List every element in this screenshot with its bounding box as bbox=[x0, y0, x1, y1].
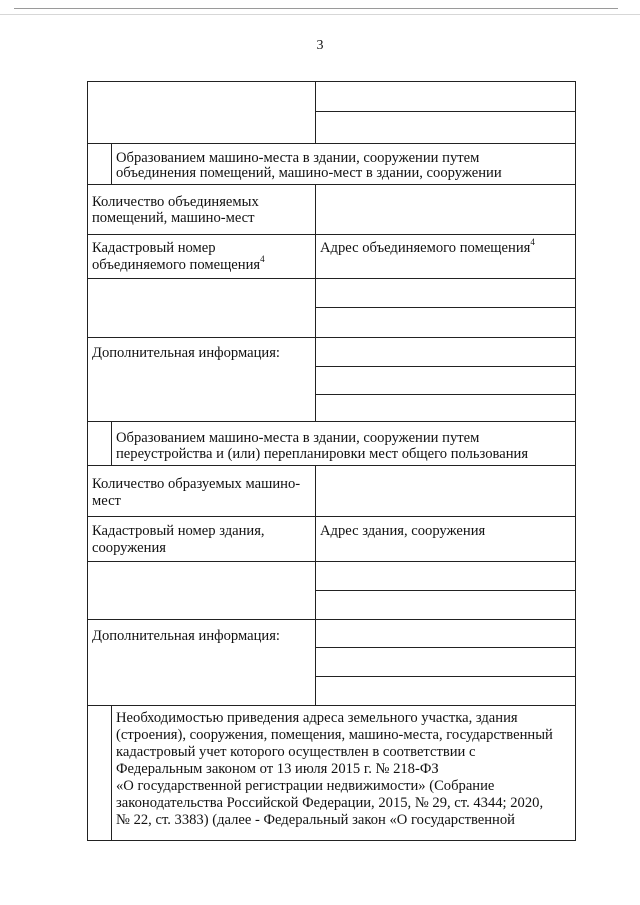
checkbox-column-line bbox=[111, 143, 112, 184]
row-line bbox=[315, 394, 576, 395]
section-d-line: Федеральным законом от 13 июля 2015 г. № 218-ФЗ bbox=[116, 761, 439, 777]
row-line bbox=[87, 421, 576, 422]
formed-count-label-line2: мест bbox=[92, 493, 121, 509]
section-d-line: Необходимостью приведения адреса земельного участка, здания bbox=[116, 710, 518, 726]
section-c-title-line2: переустройства и (или) перепланировки мест общего пользования bbox=[116, 446, 529, 462]
row-line bbox=[87, 337, 576, 338]
page-number: 3 bbox=[316, 38, 324, 53]
section-d-line: (строения), сооружения, помещения, машино-места, государственный bbox=[116, 727, 553, 743]
checkbox-column-line bbox=[111, 705, 112, 840]
merged-count-label-line1: Количество объединяемых bbox=[92, 194, 259, 210]
section-d-line: «О государственной регистрации недвижимости» (Собрание bbox=[116, 778, 495, 794]
scan-edge-line bbox=[14, 8, 618, 9]
footnote-marker: 4 bbox=[260, 254, 265, 265]
table-top-border bbox=[87, 81, 576, 82]
section-b-title-line2: объединения помещений, машино-мест в здании, сооружении bbox=[116, 165, 502, 181]
row-line bbox=[87, 143, 576, 144]
checkbox-column-line bbox=[111, 421, 112, 465]
row-line bbox=[315, 647, 576, 648]
formed-count-label-line1: Количество образуемых машино- bbox=[92, 476, 301, 492]
row-line bbox=[87, 184, 576, 185]
table-bottom-border bbox=[87, 840, 576, 841]
row-line bbox=[87, 619, 576, 620]
scan-edge-line-faint bbox=[0, 14, 640, 15]
merged-count-label-line2: помещений, машино-мест bbox=[92, 210, 255, 226]
row-line bbox=[87, 234, 576, 235]
section-d-line: № 22, ст. 3383) (далее - Федеральный закон «О государственной bbox=[116, 812, 515, 828]
additional-info-label: Дополнительная информация: bbox=[92, 628, 280, 644]
section-c-title-line1: Образованием машино-места в здании, сооружении путем bbox=[116, 430, 480, 446]
footnote-marker: 4 bbox=[530, 237, 535, 248]
column-divider bbox=[315, 184, 316, 421]
section-d-line: законодательства Российской Федерации, 2015, № 29, ст. 4344; 2020, bbox=[116, 795, 544, 811]
building-cadastral-label-line1: Кадастровый номер здания, bbox=[92, 523, 265, 539]
row-line bbox=[315, 111, 576, 112]
cadastral-number-label-line1: Кадастровый номер bbox=[92, 240, 216, 256]
section-b-title-line1: Образованием машино-места в здании, сооружении путем bbox=[116, 150, 480, 166]
building-cadastral-label-line2: сооружения bbox=[92, 540, 166, 556]
row-line bbox=[87, 516, 576, 517]
row-line bbox=[87, 705, 576, 706]
column-divider bbox=[315, 465, 316, 705]
building-address-label: Адрес здания, сооружения bbox=[320, 523, 486, 539]
row-line bbox=[87, 278, 576, 279]
row-line bbox=[87, 561, 576, 562]
table-right-border bbox=[575, 81, 576, 840]
merged-premises-address-label: Адрес объединяемого помещения$^4$ bbox=[320, 237, 535, 256]
additional-info-label: Дополнительная информация: bbox=[92, 345, 280, 361]
row-line bbox=[315, 307, 576, 308]
row-line bbox=[315, 676, 576, 677]
row-line bbox=[87, 465, 576, 466]
section-d-line: кадастровый учет которого осуществлен в соответствии с bbox=[116, 744, 476, 760]
row-line bbox=[315, 590, 576, 591]
table-left-border bbox=[87, 81, 88, 840]
row-line bbox=[315, 366, 576, 367]
cadastral-number-label-line2: объединяемого помещения$^4$ bbox=[92, 254, 265, 273]
column-divider bbox=[315, 81, 316, 143]
